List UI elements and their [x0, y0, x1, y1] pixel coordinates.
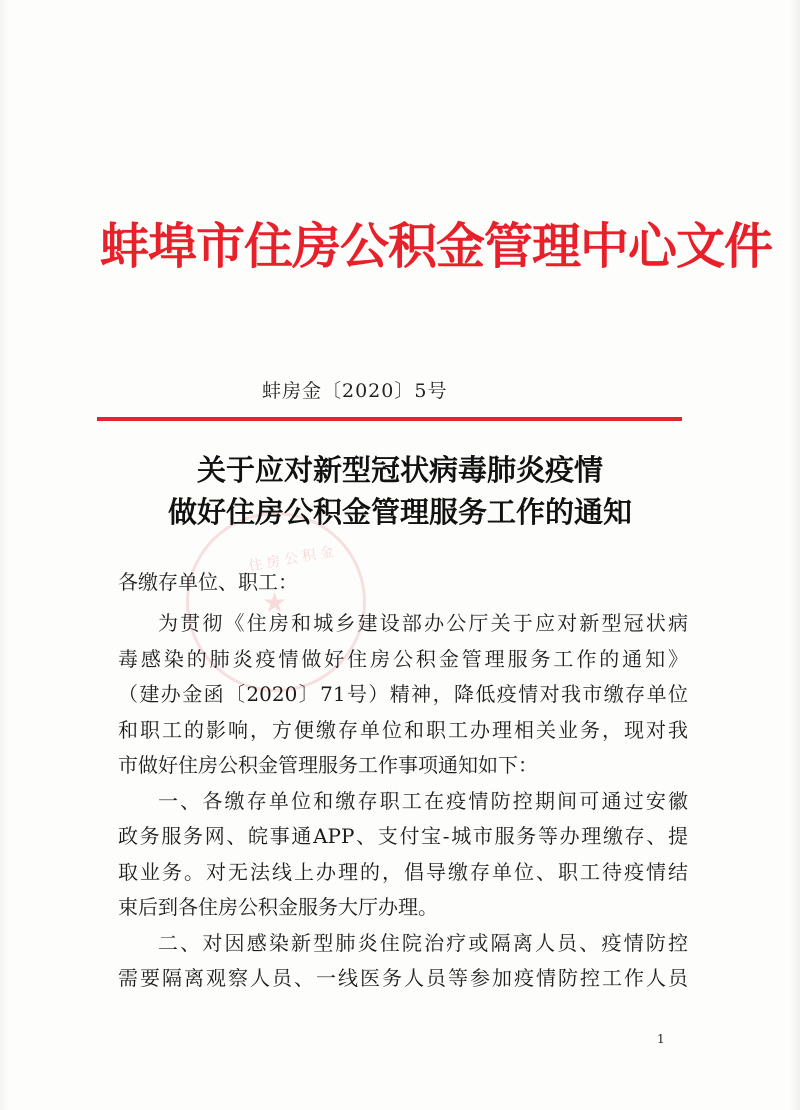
salutation: 各缴存单位、职工： — [118, 570, 298, 594]
body-line: （建办金函〔2020〕71号）精神，降低疫情对我市缴存单位 — [118, 682, 688, 706]
seal-star-icon: ★ — [262, 586, 288, 619]
document-number: 蚌房金〔2020〕5号 — [262, 380, 448, 402]
body-line: 束后到各住房公积金服务大厅办理。 — [118, 895, 438, 919]
red-divider-line — [97, 417, 682, 421]
document-title-line-1: 关于应对新型冠状病毒肺炎疫情 — [196, 453, 603, 487]
body-line: 取业务。对无法线上办理的，倡导缴存单位、职工待疫情结 — [118, 859, 688, 884]
body-line: 毒感染的肺炎疫情做好住房公积金管理服务工作的通知》 — [118, 646, 688, 671]
body-line: 政务服务网、皖事通APP、支付宝-城市服务等办理缴存、提 — [118, 824, 688, 848]
page-number: 1 — [657, 1032, 665, 1046]
body-line: 市做好住房公积金管理服务工作事项通知如下： — [118, 753, 538, 777]
issuing-agency-header: 蚌埠市住房公积金管理中心文件 — [100, 217, 773, 275]
document-title-line-2: 做好住房公积金管理服务工作的通知 — [167, 495, 632, 529]
seal-text: 住房公积金 — [247, 543, 339, 575]
body-line: 为贯彻《住房和城乡建设部办公厅关于应对新型冠状病 — [158, 611, 688, 635]
body-line: 需要隔离观察人员、一线医务人员等参加疫情防控工作人员 — [118, 966, 688, 990]
body-line: 二、对因感染新型肺炎住院治疗或隔离人员、疫情防控 — [158, 930, 688, 955]
body-line: 和职工的影响，方便缴存单位和职工办理相关业务，现对我 — [118, 717, 688, 742]
body-line: 一、各缴存单位和缴存职工在疫情防控期间可通过安徽 — [158, 788, 688, 813]
body-text — [118, 606, 688, 997]
